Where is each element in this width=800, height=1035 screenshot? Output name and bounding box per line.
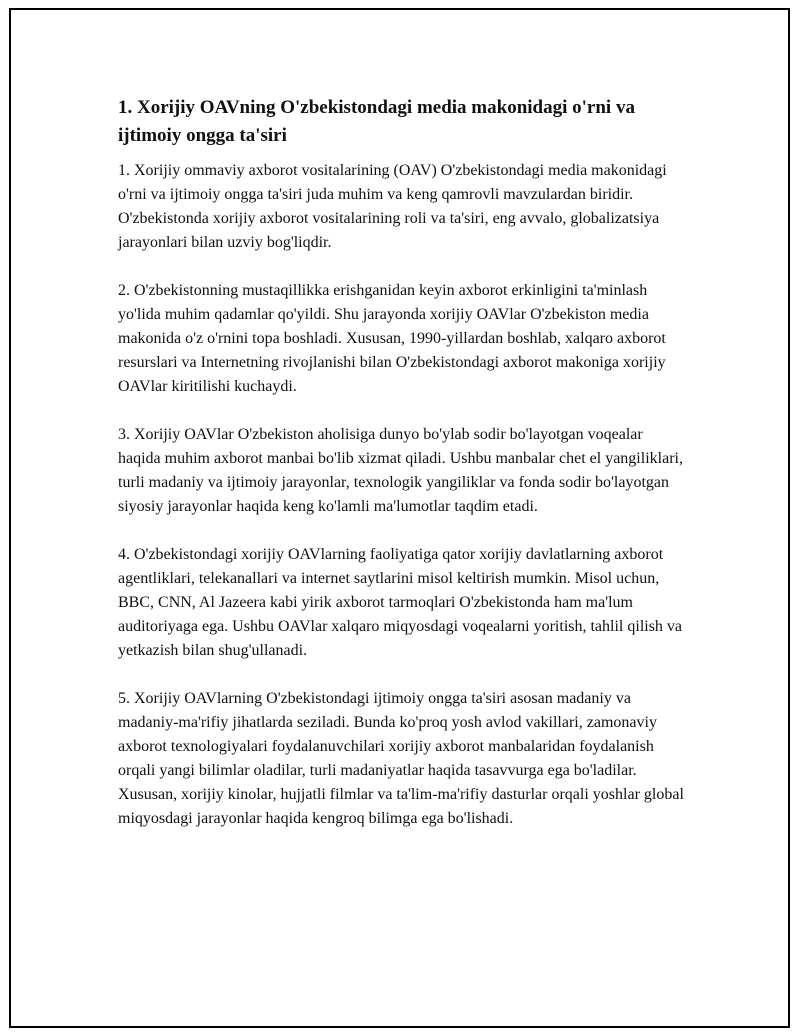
- paragraph-4: 4. O'zbekistondagi xorijiy OAVlarning faoliyatiga qator xorijiy davlatlarning axborot agentliklari, telekanallari va internet saytlarini misol keltirish mumkin. Misol uchun, BBC, CNN, Al Jazeera kabi yirik axborot tarmoqlari O'zbekistonda ham ma'lum auditoriyaga ega. Ushbu OAVlar xalqaro miqyosdagi voqealarni yoritish, tahlil qilish va yetkazish bilan shug'ullanadi.: [118, 546, 683, 659]
- paragraph-3: 3. Xorijiy OAVlar O'zbekiston aholisiga dunyo bo'ylab sodir bo'layotgan voqealar haqida muhim axborot manbai bo'lib xizmat qiladi. Ushbu manbalar chet el yangiliklari, turli madaniy va ijtimoiy jarayonlar, texnologik yangiliklar va fonda sodir bo'layotgan siyosiy jarayonlar haqida keng ko'lamli ma'lumotlar taqdim etadi.: [118, 426, 683, 515]
- document-body: [118, 94, 688, 855]
- paragraph-1: 1. Xorijiy ommaviy axborot vositalarining (OAV) O'zbekistondagi media makonidagi o'rni va ijtimoiy ongga ta'siri juda muhim va keng qamrovli mavzulardan biridir. O'zbekistonda xorijiy axborot vositalarining roli va ta'siri, eng avvalo, globalizatsiya jarayonlari bilan uzviy bog'liqdir.: [118, 162, 667, 251]
- paragraph-5: 5. Xorijiy OAVlarning O'zbekistondagi ijtimoiy ongga ta'siri asosan madaniy va madaniy-ma'rifiy jihatlarda seziladi. Bunda ko'proq yosh avlod vakillari, zamonaviy axborot texnologiyalari foydalanuvchilari xorijiy axborot manbalaridan foydalanish orqali yangi bilimlar oladilar, turli madaniyatlar haqida tasavvurga ega bo'ladilar. Xususan, xorijiy kinolar, hujjatli filmlar va ta'lim-ma'rifiy dasturlar orqali yoshlar global miqyosdagi jarayonlar haqida kengroq bilimga ega bo'lishadi.: [118, 690, 684, 827]
- document-title: 1. Xorijiy OAVning O'zbekistondagi media makonidagi o'rni va ijtimoiy ongga ta'siri: [118, 97, 635, 146]
- paragraph-2: 2. O'zbekistonning mustaqillikka erishganidan keyin axborot erkinligini ta'minlash yo'lida muhim qadamlar qo'yildi. Shu jarayonda xorijiy OAVlar O'zbekiston media makonida o'z o'rnini topa boshladi. Xususan, 1990-yillardan boshlab, xalqaro axborot resurslari va Internetning rivojlanishi bilan O'zbekistondagi axborot makoniga xorijiy OAVlar kiritilishi kuchaydi.: [118, 282, 666, 395]
